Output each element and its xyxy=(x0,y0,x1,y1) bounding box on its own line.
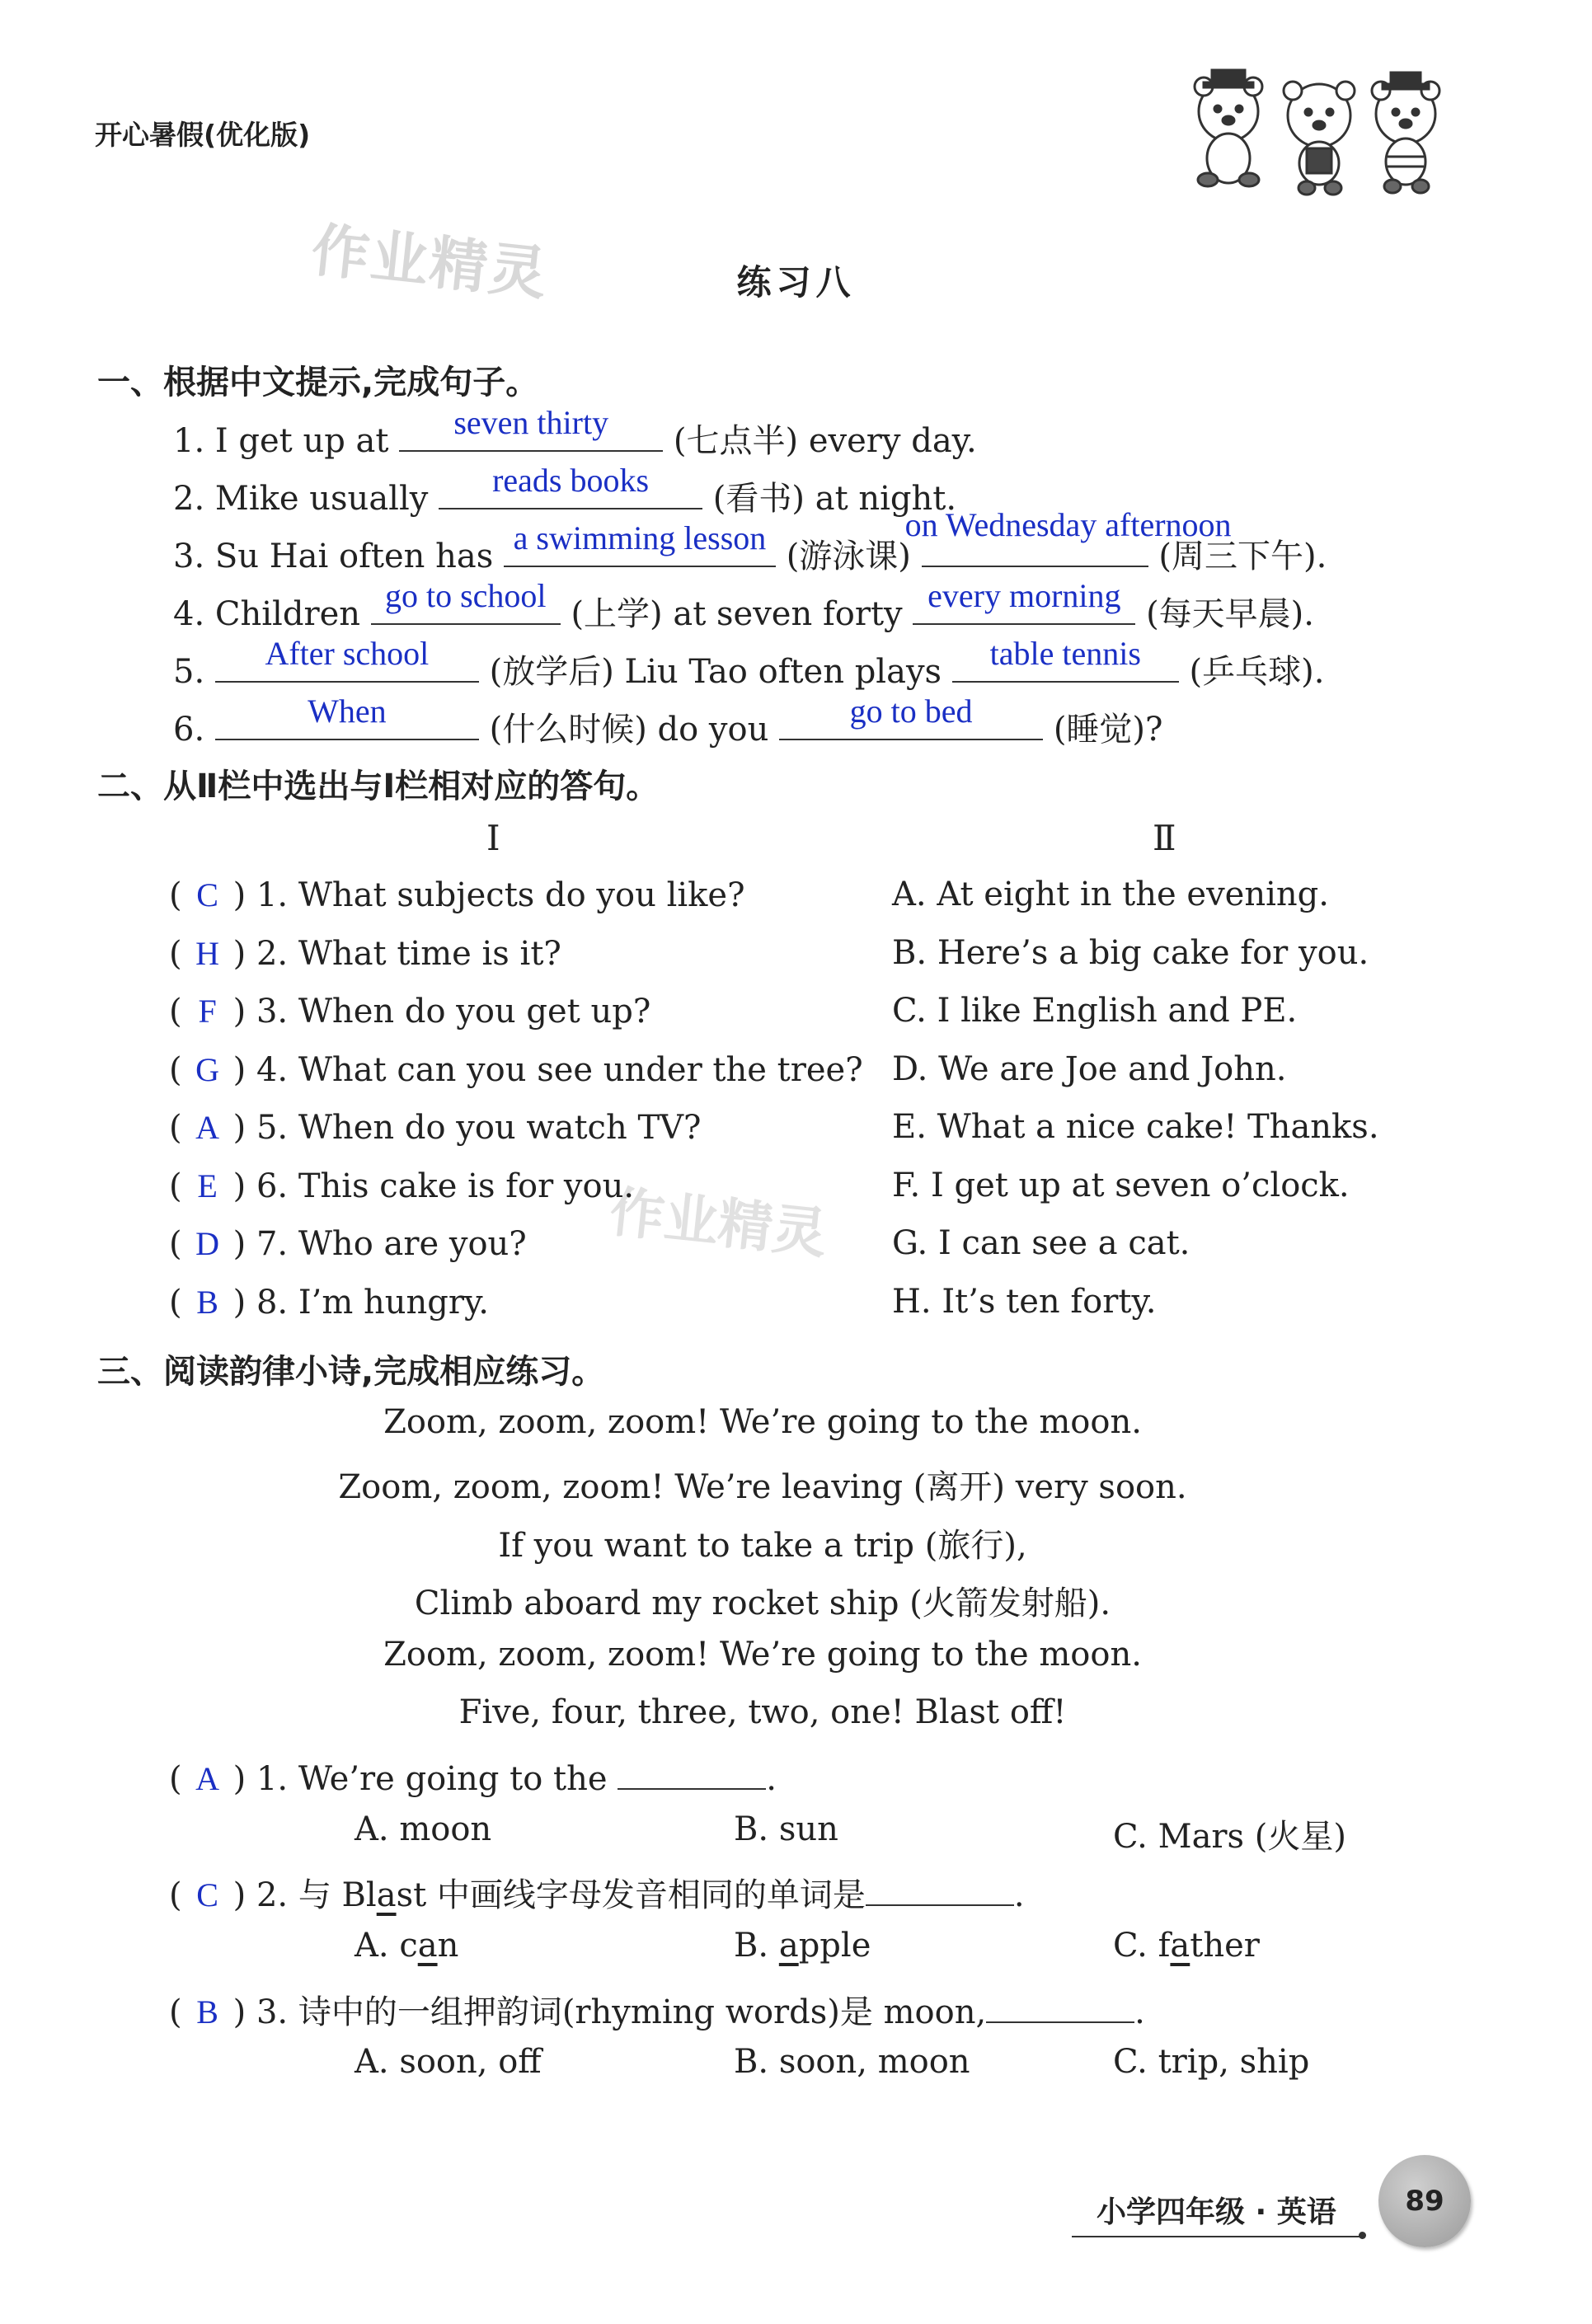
footer-divider xyxy=(1072,2236,1364,2237)
match-question-3: ( F ) 3. When do you get up? xyxy=(169,993,651,1031)
answer-choice[interactable]: D xyxy=(195,1225,220,1262)
cartoon-bears-icon xyxy=(1175,66,1463,198)
sec1-item-5: 5. After school (放学后) Liu Tao often plays table tennis (乒乓球). xyxy=(173,635,1325,691)
column-2-header: Ⅱ xyxy=(1153,818,1176,858)
footer-label: 小学四年级 · 英语 xyxy=(1097,2195,1336,2229)
answer-blank[interactable]: a swimming lesson xyxy=(504,529,776,567)
poem-line-2: Zoom, zoom, zoom! We’re leaving (离开) very soon. xyxy=(338,1468,1187,1506)
answer-choice[interactable]: A xyxy=(195,1760,220,1797)
book-title: 开心暑假(优化版) xyxy=(95,119,311,151)
match-option-4: D. We are Joe and John. xyxy=(892,1050,1287,1088)
match-option-6: F. I get up at seven o’clock. xyxy=(892,1167,1350,1204)
answer-blank[interactable] xyxy=(986,1985,1134,2023)
match-question-7: ( D ) 7. Who are you? xyxy=(169,1225,527,1263)
match-question-8: ( B ) 8. I’m hungry. xyxy=(169,1284,489,1322)
answer-blank[interactable]: After school xyxy=(215,645,479,683)
answer-blank[interactable]: every morning xyxy=(913,587,1135,625)
watermark: 作业精灵 xyxy=(607,1180,830,1266)
sec1-item-1: 1. I get up at seven thirty (七点半) every day. xyxy=(173,404,977,460)
match-question-1: ( C ) 1. What subjects do you like? xyxy=(169,876,745,914)
sec3-question-2: ( C ) 2. 与 Blast 中画线字母发音相同的单词是 . xyxy=(169,1868,1025,1916)
watermark: 作业精灵 xyxy=(308,216,552,308)
match-option-1: A. At eight in the evening. xyxy=(892,876,1329,913)
sec1-item-2: 2. Mike usually reads books (看书) at night. xyxy=(173,462,957,518)
option-a: A. soon, off xyxy=(355,2043,542,2081)
answer-blank[interactable]: seven thirty xyxy=(399,414,663,452)
match-question-6: ( E ) 6. This cake is for you. xyxy=(169,1167,635,1205)
sec1-item-6: 6. When (什么时候) do you go to bed (睡觉)? xyxy=(173,693,1163,749)
sec3-question-3: ( B ) 3. 诗中的一组押韵词(rhyming words)是 moon, . xyxy=(169,1985,1145,2033)
section-2-heading: 二、从Ⅱ栏中选出与Ⅰ栏相对应的答句。 xyxy=(97,768,660,805)
answer-choice[interactable]: E xyxy=(197,1167,218,1204)
poem-line-1: Zoom, zoom, zoom! We’re going to the moon. xyxy=(383,1403,1142,1441)
poem-line-6: Five, four, three, two, one! Blast off! xyxy=(458,1693,1067,1731)
option-c: C. Mars (火星) xyxy=(1113,1818,1346,1856)
answer-blank[interactable]: table tennis xyxy=(952,645,1179,683)
match-option-5: E. What a nice cake! Thanks. xyxy=(892,1108,1379,1146)
option-b: B. sun xyxy=(734,1810,838,1848)
option-b: B. soon, moon xyxy=(734,2043,970,2081)
poem-line-3: If you want to take a trip (旅行), xyxy=(498,1527,1027,1565)
section-3-heading: 三、阅读韵律小诗,完成相应练习。 xyxy=(97,1353,605,1391)
answer-choice[interactable]: B xyxy=(196,1284,218,1321)
poem-line-5: Zoom, zoom, zoom! We’re going to the moon. xyxy=(383,1636,1142,1674)
answer-blank[interactable]: reads books xyxy=(439,472,702,509)
answer-blank[interactable]: on Wednesday afternoon xyxy=(922,529,1148,567)
answer-choice[interactable]: C xyxy=(196,1876,218,1913)
answer-blank[interactable]: go to school xyxy=(371,587,561,625)
match-question-4: ( G ) 4. What can you see under the tree? xyxy=(169,1051,863,1089)
answer-blank[interactable] xyxy=(866,1868,1014,1906)
match-question-5: ( A ) 5. When do you watch TV? xyxy=(169,1109,702,1147)
match-option-7: G. I can see a cat. xyxy=(892,1224,1190,1262)
match-option-8: H. It’s ten forty. xyxy=(892,1283,1157,1321)
column-1-header: Ⅰ xyxy=(486,818,500,858)
footer-dot-icon xyxy=(1359,2232,1366,2239)
page-title: 练习八 xyxy=(736,262,856,303)
answer-blank[interactable]: When xyxy=(215,702,479,740)
answer-choice[interactable]: G xyxy=(195,1051,220,1088)
sec1-item-4: 4. Children go to school (上学) at seven forty every morning (每天早晨). xyxy=(173,577,1315,633)
sec3-question-1: ( A ) 1. We’re going to the . xyxy=(169,1752,777,1798)
poem-line-4: Climb aboard my rocket ship (火箭发射船). xyxy=(414,1585,1111,1622)
option-a: A. moon xyxy=(355,1810,492,1848)
option-c: C. trip, ship xyxy=(1113,2043,1310,2081)
answer-choice[interactable]: H xyxy=(195,935,220,972)
match-option-2: B. Here’s a big cake for you. xyxy=(892,934,1369,972)
answer-choice[interactable]: C xyxy=(196,876,218,913)
match-option-3: C. I like English and PE. xyxy=(892,992,1298,1030)
answer-choice[interactable]: F xyxy=(198,993,217,1030)
answer-blank[interactable] xyxy=(618,1752,766,1790)
sec1-item-3: 3. Su Hai often has a swimming lesson (游泳课) on Wednesday afternoon (周三下午). xyxy=(173,506,1327,575)
answer-blank[interactable]: go to bed xyxy=(779,702,1043,740)
match-question-2: ( H ) 2. What time is it? xyxy=(169,935,561,973)
option-a: A. can xyxy=(355,1927,459,1965)
answer-choice[interactable]: B xyxy=(196,1993,218,2031)
option-c: C. father xyxy=(1113,1927,1260,1965)
section-1-heading: 一、根据中文提示,完成句子。 xyxy=(97,364,539,401)
page-number: 89 xyxy=(1405,2185,1444,2218)
answer-choice[interactable]: A xyxy=(195,1109,220,1146)
option-b: B. apple xyxy=(734,1927,871,1965)
